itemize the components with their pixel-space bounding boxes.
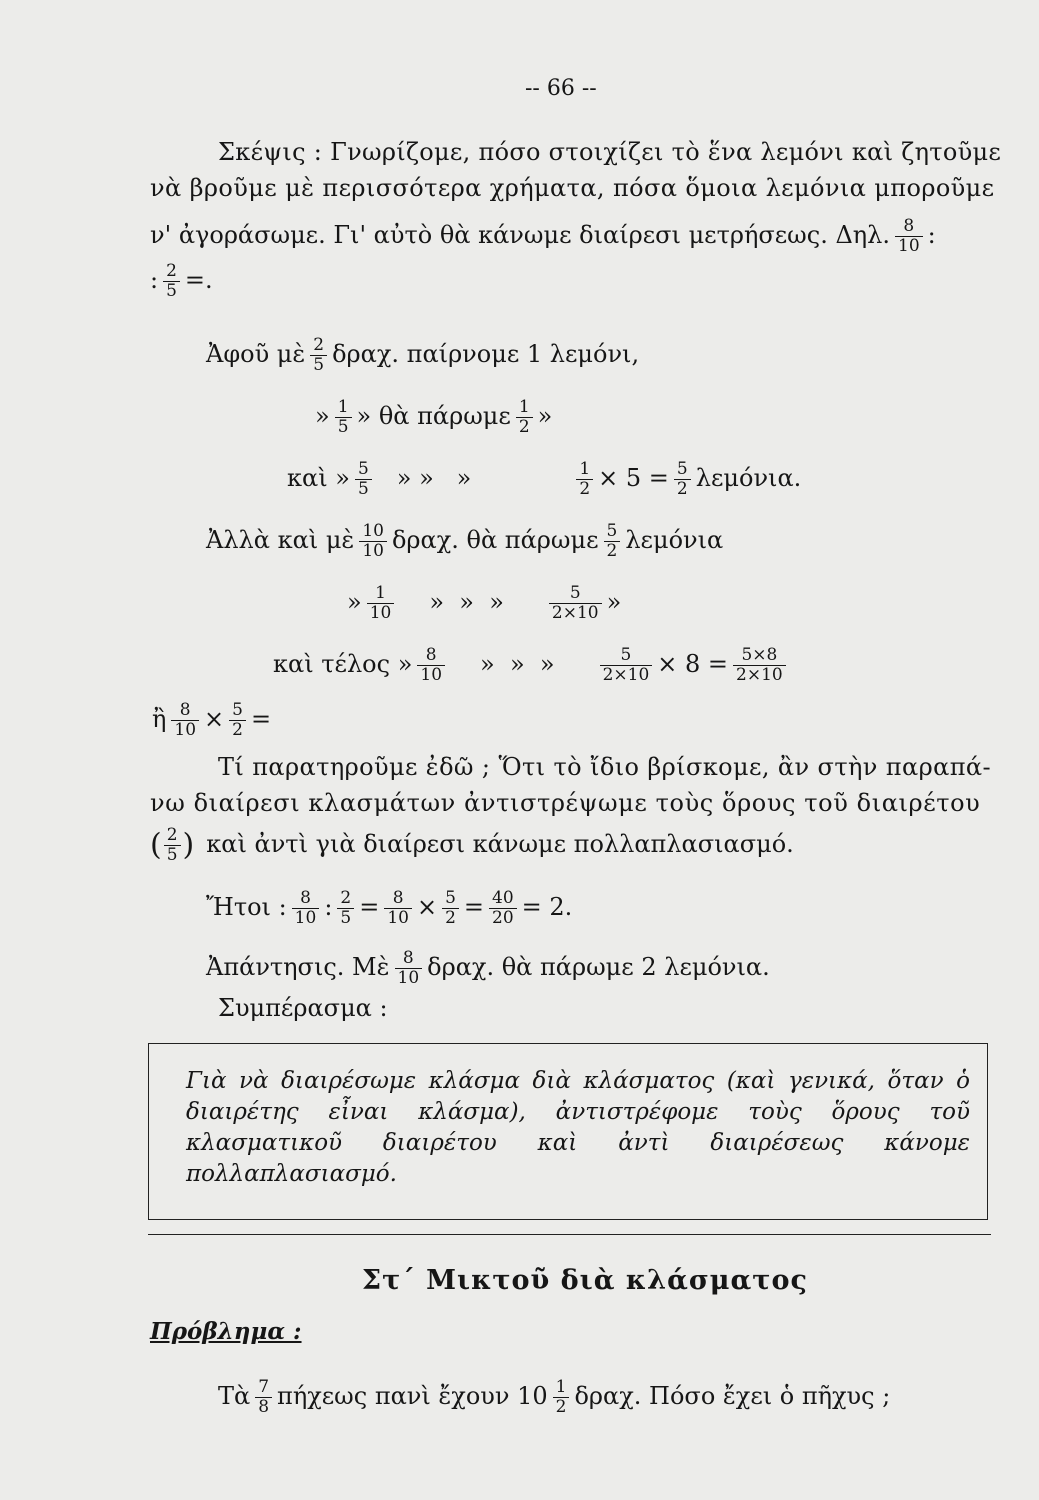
step-1: Ἀφοῦ μὲ $\frac{2}{5}$ δραχ. παίρνομε 1 λεμόνι, [206, 335, 640, 375]
fraction: $\frac{1}{5}$ [335, 398, 352, 437]
para1-line3 [150, 217, 936, 256]
para1-line1: Σκέψις : Γνωρίζομε, πόσο στοιχίζει τὸ ἕνα λεμόνι καὶ ζητοῦμε [218, 138, 1002, 166]
colon-sign: : [150, 266, 159, 294]
para1-line2: νὰ βροῦμε μὲ περισσότερα χρήματα, πόσα ὅμοια λεμόνια μποροῦμε [150, 174, 995, 202]
fraction: $\frac{40}{20}$ [489, 889, 517, 928]
fraction: $\frac{8}{10}$ [895, 217, 923, 256]
fraction: $\frac{1}{2}$ [516, 398, 533, 437]
fraction: $\frac{2}{5}$ [337, 889, 354, 928]
colon-sign: : [927, 221, 936, 249]
fraction: $\frac{2}{5}$ [164, 826, 181, 865]
fraction: $\frac{1}{2}$ [553, 1378, 570, 1417]
para2-line2: νω διαίρεσι κλασμάτων ἀντιστρέψωμε τοὺς ὅρους τοῦ διαιρέτου [150, 789, 981, 817]
fraction: $\frac{8}{10}$ [395, 949, 423, 988]
fraction: $\frac{5}{5}$ [355, 460, 372, 499]
fraction: $\frac{2}{5}$ [163, 262, 180, 301]
fraction: $\frac{5}{2\times 10}$ [600, 646, 653, 685]
equals-sign: =. [184, 266, 213, 294]
conclusion-label: Συμπέρασμα : [218, 994, 388, 1022]
rule-box-underline [148, 1234, 991, 1235]
step-2: » $\frac{1}{5}$ » θὰ πάρωμε $\frac{1}{2}$ » [315, 397, 553, 437]
step-6: καὶ τέλος » $\frac{8}{10}$ » » » $\frac{5}{2\times 10}$ × 8 = $\frac{5\times 8}{2\times 10}$ [273, 646, 791, 685]
para2-line3: ( $\frac{2}{5}$ ) καὶ ἀντὶ γιὰ διαίρεσι κάνωμε πολλαπλασιασμό. [150, 825, 794, 865]
problem-line: Τὰ $\frac{7}{8}$ πήχεως πανὶ ἔχουν 10 $\frac{1}{2}$ δραχ. Πόσο ἔχει ὁ πῆχυς ; [218, 1377, 891, 1417]
rule-text: Γιὰ νὰ διαιρέσωμε κλάσμα διὰ κλάσματος (καὶ γενικά, ὅταν ὁ διαιρέτης εἶναι κλάσμα), ἀντιστρέφομε τοὺς ὅρους τοῦ κλασματικοῦ διαιρέτου καὶ ἀντὶ διαιρέσεως κάνομε πολλαπλασιασμό. [186, 1068, 970, 1187]
section-heading: Στ΄ Μικτοῦ διὰ κλάσματος [362, 1265, 808, 1296]
fraction: $\frac{5\times 8}{2\times 10}$ [733, 646, 786, 685]
equation-line: Ἤτοι : $\frac{8}{10}$ : $\frac{2}{5}$ = $\frac{8}{10}$ × $\frac{5}{2}$ = $\frac{40}{20}$ = 2. [206, 888, 573, 928]
fraction: $\frac{5}{2}$ [442, 889, 459, 928]
fraction: $\frac{5}{2}$ [674, 460, 691, 499]
fraction: $\frac{10}{10}$ [359, 522, 387, 561]
fraction: $\frac{5}{2\times 10}$ [549, 584, 602, 623]
problem-label: Πρόβλημα : [150, 1318, 302, 1345]
fraction: $\frac{8}{10}$ [417, 646, 445, 685]
page-number: -- 66 -- [525, 76, 597, 101]
step-5: » $\frac{1}{10}$ » » » $\frac{5}{2\times 10}$ » [347, 583, 622, 623]
fraction: $\frac{1}{10}$ [367, 584, 395, 623]
fraction: $\frac{7}{8}$ [255, 1378, 272, 1417]
fraction: $\frac{5}{2}$ [604, 522, 621, 561]
step-7: ἢ $\frac{8}{10}$ × $\frac{5}{2}$ = [152, 700, 272, 740]
fraction: $\frac{8}{10}$ [384, 889, 412, 928]
fraction: $\frac{1}{2}$ [576, 460, 593, 499]
fraction: $\frac{5}{2}$ [229, 701, 246, 740]
step-4: Ἀλλὰ καὶ μὲ $\frac{10}{10}$ δραχ. θὰ πάρωμε $\frac{5}{2}$ λεμόνια [206, 521, 724, 561]
answer-line: Ἀπάντησις. Μὲ $\frac{8}{10}$ δραχ. θὰ πάρωμε 2 λεμόνια. [206, 948, 770, 988]
para1-line4 [150, 262, 213, 301]
fraction: $\frac{2}{5}$ [310, 336, 327, 375]
fraction: $\frac{8}{10}$ [171, 701, 199, 740]
step-3: καὶ » $\frac{5}{5}$ » » » $\frac{1}{2}$ × 5 = $\frac{5}{2}$ λεμόνια. [287, 459, 802, 499]
para2-line1: Τί παρατηροῦμε ἐδῶ ; Ὅτι τὸ ἴδιο βρίσκομε, ἂν στὴν παραπά- [218, 753, 991, 781]
fraction: $\frac{8}{10}$ [292, 889, 320, 928]
para1-line3-text: ν' ἀγοράσωμε. Γι' αὐτὸ θὰ κάνωμε διαίρεσι μετρήσεως. Δηλ. [150, 221, 891, 249]
